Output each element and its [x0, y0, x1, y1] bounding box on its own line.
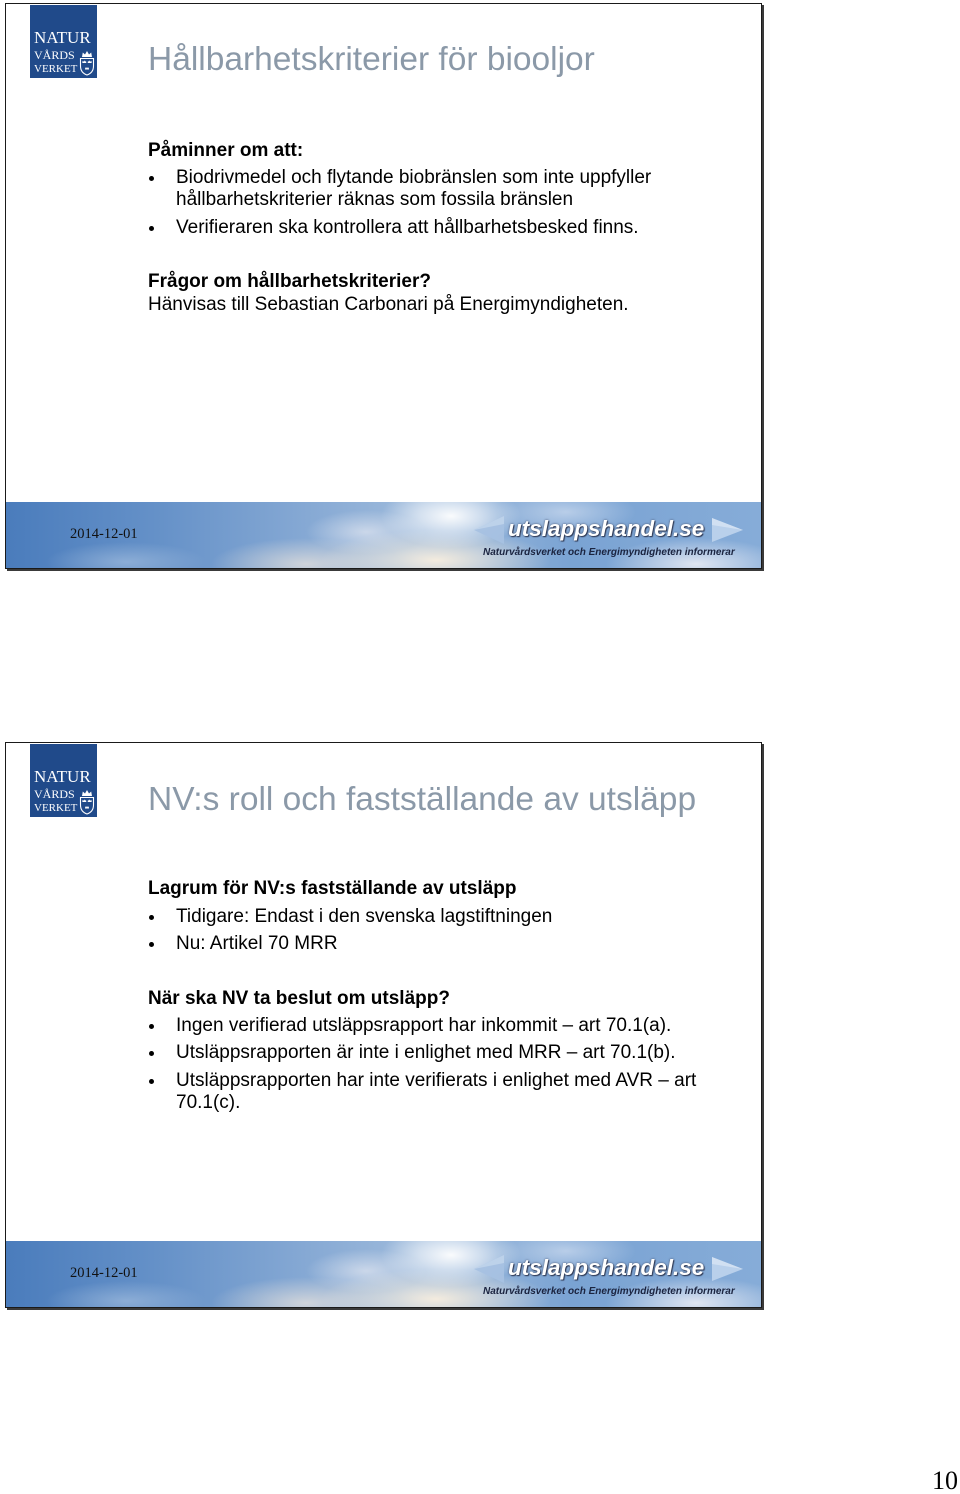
bullet-icon	[149, 176, 154, 181]
logo-text-line-3: VERKET	[34, 63, 78, 75]
slide-1	[5, 3, 762, 569]
section-heading: Frågor om hållbarhetskriterier?	[148, 271, 431, 292]
body-text: Hänvisas till Sebastian Carbonari på Energimyndigheten.	[148, 294, 629, 315]
bullet-item	[176, 167, 720, 211]
arrow-right-icon	[712, 1257, 743, 1281]
bullet-text: Nu: Artikel 70 MRR	[176, 933, 338, 954]
bullet-text: Biodrivmedel och flytande biobränslen som inte uppfyller hållbarhetskriterier räknas som fossila bränslen	[176, 167, 652, 210]
crown-shield-icon	[79, 50, 95, 76]
bullet-item	[176, 1070, 720, 1114]
bullet-text: Verifieraren ska kontrollera att hållbarhetsbesked finns.	[176, 217, 639, 238]
brand-name: utslappshandel.se	[508, 516, 705, 541]
bullet-item	[176, 1042, 720, 1064]
section-heading: Påminner om att:	[148, 140, 304, 161]
bullet-icon	[149, 1024, 154, 1029]
bullet-item	[176, 906, 720, 928]
bullet-item	[176, 217, 720, 239]
brand-tagline: Naturvårdsverket och Energimyndigheten informerar	[483, 547, 735, 558]
logo-text-line-1: NATUR	[34, 28, 91, 47]
logo-text-line-2: VÅRDS	[34, 48, 75, 62]
brand-tagline: Naturvårdsverket och Energimyndigheten informerar	[483, 1286, 735, 1297]
brand-name: utslappshandel.se	[508, 1255, 705, 1280]
footer-date: 2014-12-01	[70, 1265, 138, 1281]
bullet-icon	[149, 1079, 154, 1084]
bullet-icon	[149, 942, 154, 947]
naturvardsverket-logo	[30, 5, 97, 78]
arrow-left-icon	[474, 516, 504, 544]
arrow-right-icon	[712, 518, 743, 542]
logo-text-line-1: NATUR	[34, 767, 91, 786]
slide-title: NV:s roll och fastställande av utsläpp	[148, 781, 697, 818]
slide-footer	[6, 1241, 761, 1307]
bullet-text: Utsläppsrapporten är inte i enlighet med MRR – art 70.1(b).	[176, 1042, 676, 1063]
bullet-icon	[149, 226, 154, 231]
bullet-item	[176, 933, 720, 955]
logo-text-line-2: VÅRDS	[34, 787, 75, 801]
section-heading: När ska NV ta beslut om utsläpp?	[148, 988, 450, 1009]
section-heading: Lagrum för NV:s fastställande av utsläpp	[148, 878, 517, 899]
crown-shield-icon	[79, 789, 95, 815]
page-number: 10	[932, 1466, 958, 1494]
bullet-text: Utsläppsrapporten har inte verifierats i enlighet med AVR – art 70.1(c).	[176, 1070, 697, 1113]
bullet-icon	[149, 915, 154, 920]
bullet-text: Ingen verifierad utsläppsrapport har inkommit – art 70.1(a).	[176, 1015, 672, 1036]
bullet-text: Tidigare: Endast i den svenska lagstiftningen	[176, 906, 553, 927]
bullet-item	[176, 1015, 720, 1037]
naturvardsverket-logo	[30, 744, 97, 817]
logo-text-line-3: VERKET	[34, 802, 78, 814]
slide-title: Hållbarhetskriterier för biooljor	[148, 41, 595, 78]
slide-footer	[6, 502, 761, 568]
footer-date: 2014-12-01	[70, 526, 138, 542]
arrow-left-icon	[474, 1255, 504, 1283]
bullet-icon	[149, 1051, 154, 1056]
slide-2	[5, 742, 762, 1308]
